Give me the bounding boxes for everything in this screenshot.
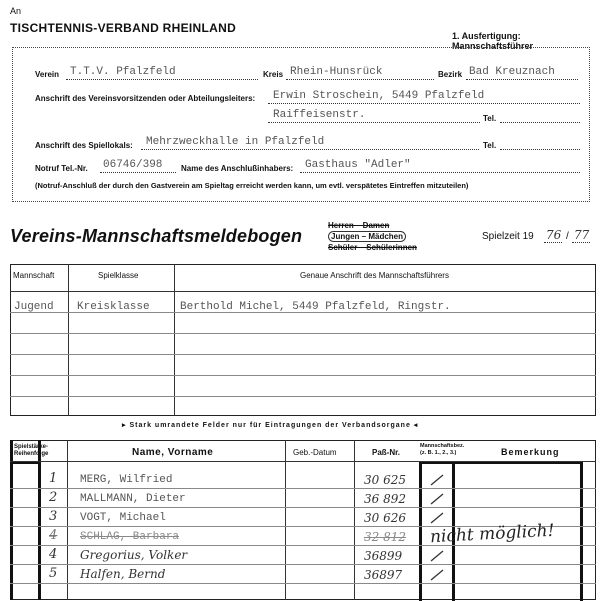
verein-value: T.T.V. Pfalzfeld (70, 66, 176, 78)
player-pass-6: 36897 (364, 568, 403, 582)
verband-note-text: Stark umrandete Felder nur für Eintragungen der Verbandsorgane (129, 422, 411, 429)
player-header-name: Name, Vorname (132, 447, 214, 458)
team-row-spielklasse: Kreisklasse (77, 301, 150, 313)
emergency-value: 06746/398 (103, 159, 163, 171)
player-name-4-struck: SCHLAG, Barbara (80, 531, 180, 543)
venue-value: Mehrzweckhalle in Pfalzfeld (146, 136, 325, 148)
player-pass-2: 36 892 (364, 492, 406, 506)
season-separator: / (566, 231, 569, 242)
season-to: 77 (574, 228, 590, 242)
player-rank-6: 5 (49, 566, 58, 581)
slash-mark-6 (431, 570, 443, 580)
category-jungen-maedchen (328, 232, 406, 241)
emergency-note: (Notruf-Anschluß der durch den Gastverein am Spieltag erreicht werden kann, um evtl. verspätetes Eintreffen mitzuteilen) (35, 181, 469, 190)
kreis-label: Kreis (263, 70, 284, 79)
player-rank-5: 4 (49, 547, 58, 562)
player-rank-2: 2 (49, 490, 58, 505)
association-name: TISCHTENNIS-VERBAND RHEINLAND (10, 21, 237, 35)
player-rank-4-struck: 4 (49, 528, 58, 543)
team-row-address: Berthold Michel, 5449 Pfalzfeld, Ringstr. (180, 301, 451, 313)
player-header-rank-line1: Spielstärke- (14, 444, 49, 450)
player-header-pass: Paß-Nr. (372, 448, 401, 457)
form-title: Vereins-Mannschaftsmeldebogen (10, 226, 303, 246)
slash-mark-3 (431, 513, 443, 523)
season-from: 76 (546, 228, 562, 242)
player-rank-1: 1 (49, 471, 58, 486)
player-name-2: MALLMANN, Dieter (80, 493, 186, 505)
player-header-team (420, 443, 464, 457)
team-header-address: Genaue Anschrift des Mannschaftsführers (300, 271, 449, 280)
player-rank-3: 3 (49, 509, 58, 524)
team-header-mannschaft: Mannschaft (13, 271, 55, 280)
venue-tel-label: Tel. (483, 141, 497, 150)
player-header-birth: Geb.-Datum (293, 448, 337, 457)
team-header-spielklasse: Spielklasse (98, 271, 139, 280)
verein-label: Verein (35, 70, 60, 79)
player-header-rank (14, 444, 48, 458)
copy-label: 1. Ausfertigung: Mannschaftsführer (452, 31, 534, 51)
holder-label: Name des Anschlußinhabers: (181, 164, 294, 173)
slash-mark-2 (431, 494, 443, 504)
player-pass-4-struck: 32 812 (364, 530, 406, 544)
holder-value: Gasthaus "Adler" (305, 159, 411, 171)
player-name-5: Gregorius, Volker (80, 548, 188, 562)
verband-note: ▸ Stark umrandete Felder nur für Eintragungen der Verbandsorgane ◂ (122, 422, 419, 429)
leader-label: Anschrift des Vereinsvorsitzenden oder Abteilungsleiters: (35, 94, 256, 103)
player-pass-5: 36899 (364, 549, 403, 563)
team-row-mannschaft: Jugend (14, 301, 54, 313)
team-table (10, 264, 596, 416)
player-header-remark: Bemerkung (501, 447, 560, 457)
player-name-3: VOGT, Michael (80, 512, 166, 524)
player-pass-1: 30 625 (364, 473, 406, 487)
category-jungen-selected: Jungen – Mädchen (328, 231, 406, 242)
slash-mark-5 (431, 551, 443, 561)
season-label: Spielzeit 19 (482, 231, 534, 242)
leader-line2: Raiffeisenstr. (273, 109, 366, 121)
leader-line1: Erwin Stroschein, 5449 Pfalzfeld (273, 90, 485, 102)
kreis-value: Rhein-Hunsrück (290, 66, 383, 78)
slash-mark-1 (431, 475, 443, 485)
player-name-1: MERG, Wilfried (80, 474, 173, 486)
bezirk-label: Bezirk (438, 70, 463, 79)
category-herren-damen: Herren – Damen (328, 221, 390, 230)
player-header-team-line1: Mannschaftsbez. (420, 443, 465, 449)
bezirk-value: Bad Kreuznach (469, 66, 555, 78)
category-schueler: Schüler – Schülerinnen (328, 243, 417, 252)
player-header-rank-line2: Reihenfolge (14, 451, 49, 457)
player-pass-3: 30 626 (364, 511, 406, 525)
recipient-label: An (10, 6, 22, 16)
emergency-label: Notruf Tel.-Nr. (35, 164, 88, 173)
venue-label: Anschrift des Spiellokals: (35, 141, 133, 150)
leader-tel-label: Tel. (483, 114, 497, 123)
remark-handwritten: nicht möglich! (429, 520, 555, 548)
player-header-team-line2: (z. B. 1., 2., 3.) (420, 450, 457, 456)
player-name-6: Halfen, Bernd (80, 567, 166, 581)
